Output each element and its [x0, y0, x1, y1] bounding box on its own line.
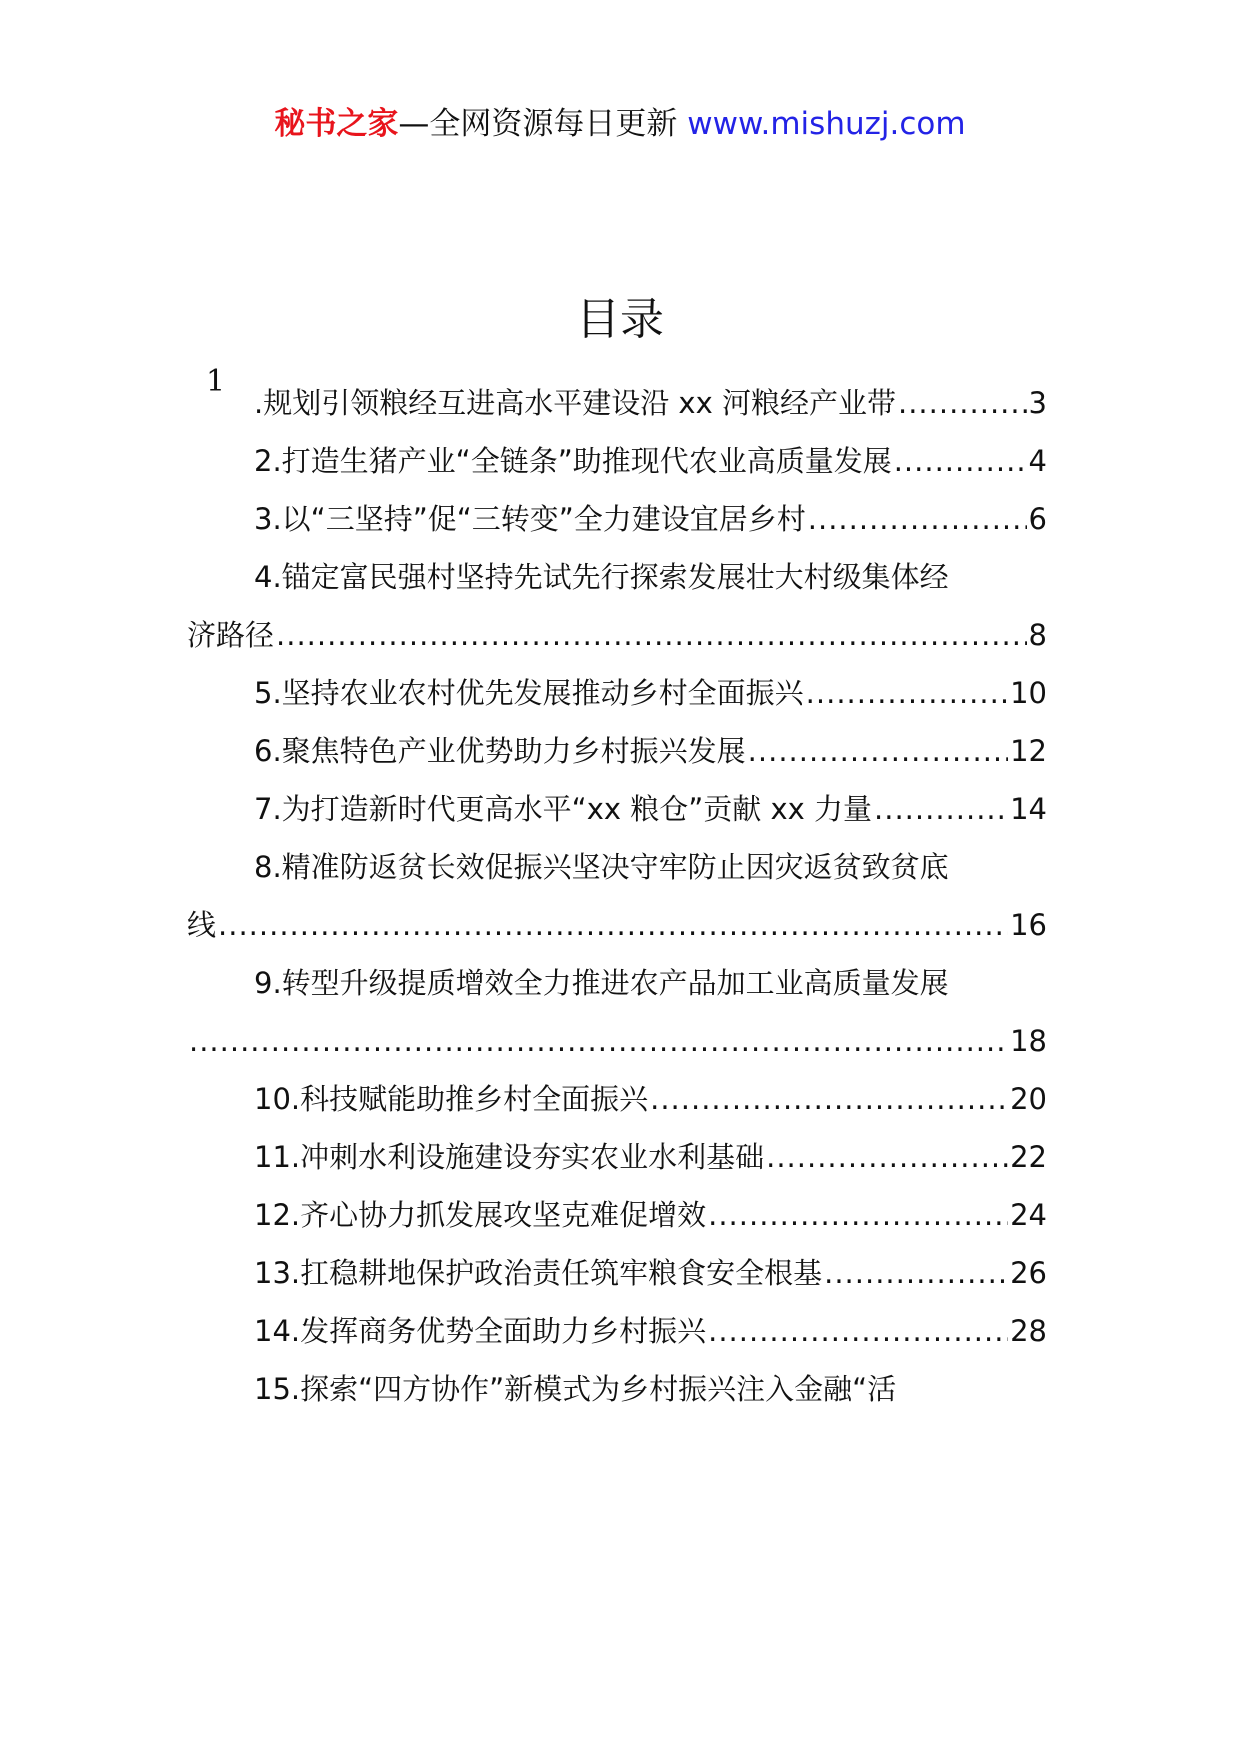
toc-entry-title: 4.锚定富民强村坚持先试先行探索发展壮大村级集体经 — [254, 560, 949, 594]
dot-leader — [806, 669, 1008, 717]
toc-entry-page: 4 — [1028, 444, 1047, 478]
toc-entry-5[interactable] — [254, 669, 1047, 717]
toc-entry-title: 3.以“三坚持”促“三转变”全力建设宜居乡村 — [254, 502, 806, 536]
toc-entry-page: 24 — [1010, 1198, 1047, 1232]
dot-leader — [894, 437, 1027, 485]
toc-entry-10[interactable] — [254, 1075, 1047, 1123]
toc-entry-title: .规划引领粮经互进高水平建设沿 xx 河粮经产业带 — [254, 386, 896, 420]
toc-entry-14[interactable] — [254, 1307, 1047, 1355]
toc-entry-page: 28 — [1010, 1314, 1047, 1348]
toc-entry-title: 线 — [187, 908, 217, 942]
toc-entry-4-continued[interactable] — [187, 611, 1047, 659]
dot-leader — [748, 727, 1008, 775]
dot-leader — [824, 1249, 1008, 1297]
dot-leader — [708, 1307, 1008, 1355]
dot-leader — [218, 901, 1008, 949]
dot-leader — [650, 1075, 1008, 1123]
brand-name: 秘书之家 — [274, 106, 399, 142]
toc-entry-7[interactable] — [254, 785, 1047, 833]
toc-entry-title: 14.发挥商务优势全面助力乡村振兴 — [254, 1314, 707, 1348]
site-url-link[interactable]: www.mishuzj.com — [687, 106, 966, 142]
dot-leader — [708, 1191, 1008, 1239]
toc-entry-title: 2.打造生猪产业“全链条”助推现代农业高质量发展 — [254, 444, 892, 478]
toc-entry-title: 13.扛稳耕地保护政治责任筑牢粮食安全根基 — [254, 1256, 823, 1290]
toc-entry-4[interactable] — [254, 553, 1047, 601]
toc-entry-page: 26 — [1010, 1256, 1047, 1290]
dot-leader — [874, 785, 1008, 833]
toc-entry-9-continued[interactable] — [187, 1017, 1047, 1065]
dot-leader — [808, 495, 1027, 543]
toc-entry-8[interactable] — [254, 843, 1047, 891]
toc-entry-page: 16 — [1010, 908, 1047, 942]
toc-entry-page: 22 — [1010, 1140, 1047, 1174]
toc-entry-title: 6.聚焦特色产业优势助力乡村振兴发展 — [254, 734, 746, 768]
document-title: 目录 — [576, 294, 664, 345]
site-header — [0, 96, 1240, 152]
toc-entry-title: 12.齐心协力抓发展攻坚克难促增效 — [254, 1198, 707, 1232]
toc-entry-title: 9.转型升级提质增效全力推进农产品加工业高质量发展 — [254, 966, 949, 1000]
toc-entry-page: 20 — [1010, 1082, 1047, 1116]
toc-entry-13[interactable] — [254, 1249, 1047, 1297]
toc-entry-page: 14 — [1010, 792, 1047, 826]
toc-entry-title: 8.精准防返贫长效促振兴坚决守牢防止因灾返贫致贫底 — [254, 850, 949, 884]
toc-entry-1[interactable] — [254, 379, 1047, 427]
toc-entry-6[interactable] — [254, 727, 1047, 775]
toc-entry-page: 10 — [1010, 676, 1047, 710]
toc-entry-8-continued[interactable] — [187, 901, 1047, 949]
toc-entry-page: 6 — [1028, 502, 1047, 536]
toc-entry-title: 5.坚持农业农村优先发展推动乡村全面振兴 — [254, 676, 804, 710]
toc-entry-page: 12 — [1010, 734, 1047, 768]
toc-entry-page: 3 — [1028, 386, 1047, 420]
toc-entry-15[interactable] — [254, 1365, 1047, 1413]
toc-entry-title: 10.科技赋能助推乡村全面振兴 — [254, 1082, 649, 1116]
toc-entry-title: 11.冲刺水利设施建设夯实农业水利基础 — [254, 1140, 765, 1174]
toc-entry-11[interactable] — [254, 1133, 1047, 1181]
toc-entry-page: 8 — [1028, 618, 1047, 652]
dot-leader — [189, 1017, 1008, 1065]
header-tagline: —全网资源每日更新 — [398, 106, 678, 142]
toc-entry-title: 济路径 — [187, 618, 275, 652]
page-number: 1 — [206, 364, 226, 399]
dot-leader — [898, 379, 1027, 427]
dot-leader — [766, 1133, 1008, 1181]
toc-entry-12[interactable] — [254, 1191, 1047, 1239]
toc-entry-9[interactable] — [254, 959, 1047, 1007]
toc-entry-title: 15.探索“四方协作”新模式为乡村振兴注入金融“活 — [254, 1372, 897, 1406]
toc-entry-title: 7.为打造新时代更高水平“xx 粮仓”贡献 xx 力量 — [254, 792, 873, 826]
dot-leader — [276, 611, 1027, 659]
toc-entry-3[interactable] — [254, 495, 1047, 543]
toc-entry-page: 18 — [1010, 1024, 1047, 1058]
toc-entry-2[interactable] — [254, 437, 1047, 485]
